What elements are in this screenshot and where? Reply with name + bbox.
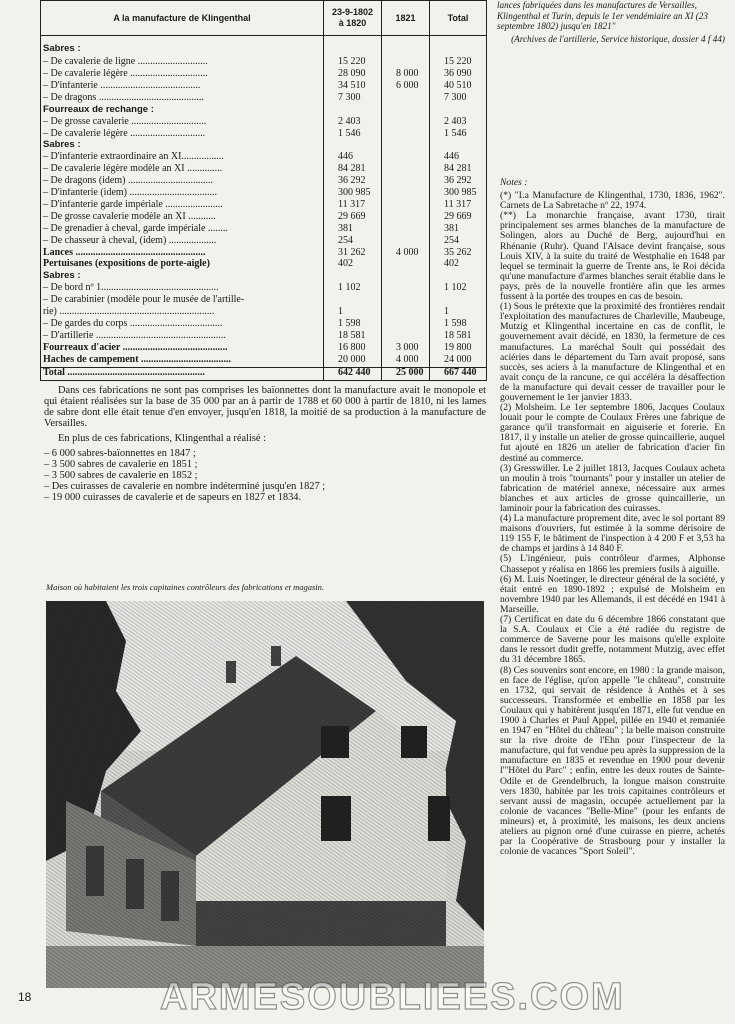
row-label: – De chasseur à cheval, (idem) ................... (41, 236, 324, 248)
value-1821: 3 000 (382, 343, 430, 355)
row-label: – De grosse cavalerie .............................. (41, 117, 324, 129)
value-1821 (382, 283, 430, 295)
value-total: 667 440 (430, 367, 487, 380)
value-1802-1820: 300 985 (324, 188, 382, 200)
table-row (41, 188, 487, 200)
row-label: – De grenadier à cheval, garde impériale ........ (41, 224, 324, 236)
value-total: 18 581 (430, 331, 487, 343)
value-total: 254 (430, 236, 487, 248)
table-row (41, 355, 487, 367)
note-item: (4) La manufacture proprement dite, avec le sol portant 89 maisons d'ouvriers, fut estimée à la somme dérisoire de 119 155 F, le bâtiment de l'inspection à 4 200 F et 3,53 ha de champs et jardins à 14 840 F. (500, 513, 725, 555)
value-total: 300 985 (430, 188, 487, 200)
table-row (41, 283, 487, 295)
value-1821 (382, 105, 430, 117)
row-label: Total ....................................................... (41, 367, 324, 380)
value-total: 84 281 (430, 164, 487, 176)
paragraph-bayonets: Dans ces fabrications ne sont pas comprises les baïonnettes dont la manufacture avait le monopole et qui étaient réalisées sur la base de 35 000 par an à partir de 1788 et 60 000 à partir de 1810, ni les lames de sabre dont elle était tenue d'en envoyer, jusqu'en 1818, la moitié de sa production à la manufacture de Versailles. (44, 385, 486, 429)
house-photo (46, 601, 484, 988)
value-1821 (382, 259, 430, 271)
table-row (41, 248, 487, 260)
row-label: – De carabinier (modèle pour le musée de l'artille- (41, 295, 324, 307)
value-1802-1820: 1 (324, 307, 382, 319)
table-row (41, 36, 487, 58)
row-label: – D'artillerie .................................................... (41, 331, 324, 343)
row-label: – D'infanterie ........................................ (41, 81, 324, 93)
value-1802-1820: 1 598 (324, 319, 382, 331)
notes-title: Notes : (500, 177, 528, 188)
value-total: 446 (430, 152, 487, 164)
table-row (41, 164, 487, 176)
value-total: 29 669 (430, 212, 487, 224)
value-1821: 4 000 (382, 355, 430, 367)
value-total: 1 102 (430, 283, 487, 295)
value-total: 24 000 (430, 355, 487, 367)
value-total: 1 546 (430, 129, 487, 141)
row-label: – De cavalerie légère .............................. (41, 129, 324, 141)
value-1821: 8 000 (382, 69, 430, 81)
row-label: – D'infanterie extraordinaire an XI................. (41, 152, 324, 164)
value-1821: 6 000 (382, 81, 430, 93)
value-1821 (382, 236, 430, 248)
value-1802-1820: 28 090 (324, 69, 382, 81)
table-row (41, 129, 487, 141)
value-1802-1820: 84 281 (324, 164, 382, 176)
archive-quote (497, 0, 725, 44)
value-total (430, 140, 487, 152)
quote-source: (Archives de l'artillerie, Service historique, dossier 4 f 44) (511, 33, 725, 44)
table-row (41, 200, 487, 212)
row-label: – De bord nº 1............................................... (41, 283, 324, 295)
value-1821 (382, 307, 430, 319)
value-total: 36 292 (430, 176, 487, 188)
table-row (41, 212, 487, 224)
table-row (41, 319, 487, 331)
table-header-row (41, 1, 487, 36)
value-total: 381 (430, 224, 487, 236)
value-total (430, 271, 487, 283)
row-label: – De dragons .......................................... (41, 93, 324, 105)
row-label: – De dragons (idem) .................................. (41, 176, 324, 188)
photo-caption: Maison où habitaient les trois capitaines contrôleurs des fabrications et magasin. (46, 582, 325, 592)
table-row (41, 105, 487, 117)
row-label: Sabres : (41, 36, 324, 58)
value-1821 (382, 152, 430, 164)
row-label: Sabres : (41, 271, 324, 283)
row-label: rie) .............................................................. (41, 307, 324, 319)
value-1802-1820: 16 800 (324, 343, 382, 355)
value-total: 11 317 (430, 200, 487, 212)
notes-column (500, 178, 725, 857)
table-row (41, 236, 487, 248)
value-total (430, 105, 487, 117)
note-item: (5) L'ingénieur, puis contrôleur d'armes, Alphonse Chassepot y réalisa en 1866 les premiers fusils à aiguille. (500, 553, 725, 575)
value-1802-1820: 446 (324, 152, 382, 164)
note-item: (7) Certificat en date du 6 décembre 1866 constatant que la S.A. Coulaux et Cie a été radiée du registre de commerce de Saverne pour les maisons qu'elle exploite dans le ressort dudit greffe, notamment Mutzig, avec effet du 31 décembre 1865. (500, 614, 725, 666)
note-item: (**) La monarchie française, avant 1730, tirait principalement ses armes blanches de la manufacture de Solingen, alors au Duché de Berg, aujourd'hui en Rhénanie (Ruhr). Quand l'Alsace devint française, sous Louis XIV, à la suite du traité de Westphalie en 1648 par lequel se terminait la guerre de Trente ans, le Roi décida qu'une manufacture d'armes blanches serait établie dans le pays, près de la nouvelle frontière afin que les armes fussent à la portée des troupes en cas de besoin. (500, 210, 725, 303)
value-1821 (382, 93, 430, 105)
value-1802-1820: 36 292 (324, 176, 382, 188)
value-1802-1820: 11 317 (324, 200, 382, 212)
value-1821 (382, 319, 430, 331)
value-1821 (382, 57, 430, 69)
value-total: 2 403 (430, 117, 487, 129)
list-item: – 6 000 sabres-baïonnettes en 1847 ; (44, 448, 196, 459)
header-period: 23-9-1802 à 1820 (324, 1, 382, 36)
value-1802-1820: 18 581 (324, 331, 382, 343)
value-1802-1820: 402 (324, 259, 382, 271)
value-1821 (382, 129, 430, 141)
value-total: 15 220 (430, 57, 487, 69)
table-row (41, 117, 487, 129)
value-1821 (382, 176, 430, 188)
value-1802-1820: 381 (324, 224, 382, 236)
value-1802-1820 (324, 105, 382, 117)
list-item: – 19 000 cuirasses de cavalerie et de sapeurs en 1827 et 1834. (44, 492, 302, 503)
value-total: 36 090 (430, 69, 487, 81)
note-item: (6) M. Luis Noetinger, le directeur général de la société, y était entré en 1890-1892 ; expulsé de Molsheim en novembre 1940 par les Allemands, il est décédé en 1941 à Marseille. (500, 573, 725, 615)
row-label: Pertuisanes (expositions de porte-aigle) (41, 259, 324, 271)
value-1802-1820: 1 546 (324, 129, 382, 141)
value-total: 35 262 (430, 248, 487, 260)
value-1821: 25 000 (382, 367, 430, 380)
page-number: 18 (18, 990, 32, 1004)
value-1821 (382, 140, 430, 152)
table-row (41, 152, 487, 164)
value-1802-1820: 642 440 (324, 367, 382, 380)
header-1821: 1821 (382, 1, 430, 36)
value-1802-1820: 2 403 (324, 117, 382, 129)
row-label: Fourreaux de rechange : (41, 105, 324, 117)
value-total (430, 295, 487, 307)
row-label: Lances .................................................... (41, 248, 324, 260)
row-label: – De grosse cavalerie modèle an XI ........... (41, 212, 324, 224)
value-1802-1820 (324, 295, 382, 307)
note-item: (*) "La Manufacture de Klingenthal, 1730, 1836, 1962". Carnets de La Sabretache nº 22, 1974. (500, 190, 725, 212)
note-item: (1) Sous le prétexte que la proximité des frontières rendait l'exploitation des manufactures de Charleville, Maubeuge, Mutzig et Klingenthal incertaine en cas de conflit, le gouvernement avait décidé, en 1830, la fermeture de ces manufactures. La maréchal Soult qui possédait des aciéries dans le département du Tarn avait proposé, sans succès, ses aciers à la manufacture de Klingenthal et en avait conçu de la rancune, ce qui accéléra la désaffection de la manufacture qui devait cesser de travailler pour le gouvernement le 1er janvier 1833. (500, 301, 725, 403)
table-row (41, 69, 487, 81)
additional-production-list (44, 448, 486, 503)
quote-text: lances fabriquées dans les manufactures de Versailles, Klingenthal et Turin, depuis le 1er vendémiaire an XI (23 septembre 1802) jusqu'en 1821" (497, 0, 708, 31)
value-1821 (382, 295, 430, 307)
value-1821 (382, 164, 430, 176)
list-item: – 3 500 sabres de cavalerie en 1852 ; (44, 470, 198, 481)
value-1802-1820: 254 (324, 236, 382, 248)
value-1821 (382, 212, 430, 224)
value-1802-1820: 20 000 (324, 355, 382, 367)
table-row (41, 307, 487, 319)
row-label: – De cavalerie de ligne ............................ (41, 57, 324, 69)
value-1802-1820: 34 510 (324, 81, 382, 93)
row-label: – De cavalerie légère modèle an XI .............. (41, 164, 324, 176)
value-total (430, 36, 487, 58)
row-label: Haches de campement .................................... (41, 355, 324, 367)
value-1802-1820: 31 262 (324, 248, 382, 260)
row-label: – D'infanterie garde impériale ....................... (41, 200, 324, 212)
table-row (41, 140, 487, 152)
table-row (41, 367, 487, 380)
note-item: (3) Gresswiller. Le 2 juillet 1813, Jacques Coulaux acheta un moulin à trois "tournants" pour y installer un atelier de fabrication de matériel annexe, nécessaire aux armes blanches et aux articles de grosse quincaillerie, un laminoir pour la fabrication des cuirasses. (500, 462, 725, 514)
production-table (40, 0, 487, 381)
value-1821: 4 000 (382, 248, 430, 260)
value-total: 1 598 (430, 319, 487, 331)
value-1802-1820: 7 300 (324, 93, 382, 105)
table-body (41, 36, 487, 381)
watermark-logo: ARMESOUBLIEES.COM (160, 976, 625, 1018)
value-1802-1820: 29 669 (324, 212, 382, 224)
table-row (41, 224, 487, 236)
value-total: 19 800 (430, 343, 487, 355)
value-1802-1820: 1 102 (324, 283, 382, 295)
value-1821 (382, 271, 430, 283)
value-1821 (382, 117, 430, 129)
row-label: – De cavalerie légère ............................... (41, 69, 324, 81)
table-row (41, 343, 487, 355)
list-item: – 3 500 sabres de cavalerie en 1851 ; (44, 459, 198, 470)
table-row (41, 271, 487, 283)
header-total: Total (430, 1, 487, 36)
paragraph-additional: En plus de ces fabrications, Klingenthal a réalisé : (58, 433, 267, 444)
value-1821 (382, 200, 430, 212)
row-label: Sabres : (41, 140, 324, 152)
list-item: – Des cuirasses de cavalerie en nombre indéterminé jusqu'en 1827 ; (44, 481, 326, 492)
value-1821 (382, 331, 430, 343)
value-total: 402 (430, 259, 487, 271)
table-row (41, 176, 487, 188)
value-total: 1 (430, 307, 487, 319)
table-row (41, 81, 487, 93)
row-label: – De gardes du corps ..................................... (41, 319, 324, 331)
value-1802-1820 (324, 36, 382, 58)
value-total: 7 300 (430, 93, 487, 105)
note-item: (8) Ces souvenirs sont encore, en 1980 : la grande maison, en face de l'église, qu'on appelle "le château", construite en 1732, qui servait de résidence à Anthès et à ses successeurs. Transformée et embellie en 1858 par les Coulaux qui y habitèrent jusqu'en 1871, elle fut vendue en 1900 à Charles et Paul Appel, pillée en 1940 et remaniée en 1947 en "Hôtel du château" ; la belle maison construite sur la rive droite de l'Ehn pour l'inspecteur de la manufacture, qui fut vendue peu après la suppression de la manufacture en 1835 et revendue en 1900 pour devenir l'"Hôtel du Parc" ; enfin, entre les deux routes de Sainte-Odile et de Grendelbruch, la longue maison construite vers 1830, habitée par les trois capitaines contrôleurs et servant aussi de magasin, occupée actuellement par la colonie de vacances "Belle-Mine" (pour les enfants de mineurs) et, à proximité, les maisons, les deux anciens ateliers au pignon orné d'une cuirasse en pierre, achetés par la Coopérative de Strasbourg pour y installer la colonie de vacances "Sport Soleil". (500, 664, 725, 858)
table-row (41, 331, 487, 343)
row-label: Fourreaux d'acier .......................................... (41, 343, 324, 355)
main-text (44, 385, 486, 503)
value-1802-1820 (324, 271, 382, 283)
table-row (41, 93, 487, 105)
row-label: – D'infanterie (idem) ................................... (41, 188, 324, 200)
note-item: (2) Molsheim. Le 1er septembre 1806, Jacques Coulaux louait pour le compte de Coulaux Frères une fabrique de garance qu'il transformait en aiguiserie et forerie. En 1817, il y installe un atelier de grosse quincaillerie, auquel fut ajouté en 1826 un atelier de fabrication d'acier fin destiné au commerce. (500, 402, 725, 464)
header-manufacture: A la manufacture de Klingenthal (41, 1, 324, 36)
value-1802-1820: 15 220 (324, 57, 382, 69)
table-row (41, 295, 487, 307)
value-total: 40 510 (430, 81, 487, 93)
value-1821 (382, 36, 430, 58)
value-1821 (382, 224, 430, 236)
table-row (41, 57, 487, 69)
value-1821 (382, 188, 430, 200)
table-row (41, 259, 487, 271)
value-1802-1820 (324, 140, 382, 152)
